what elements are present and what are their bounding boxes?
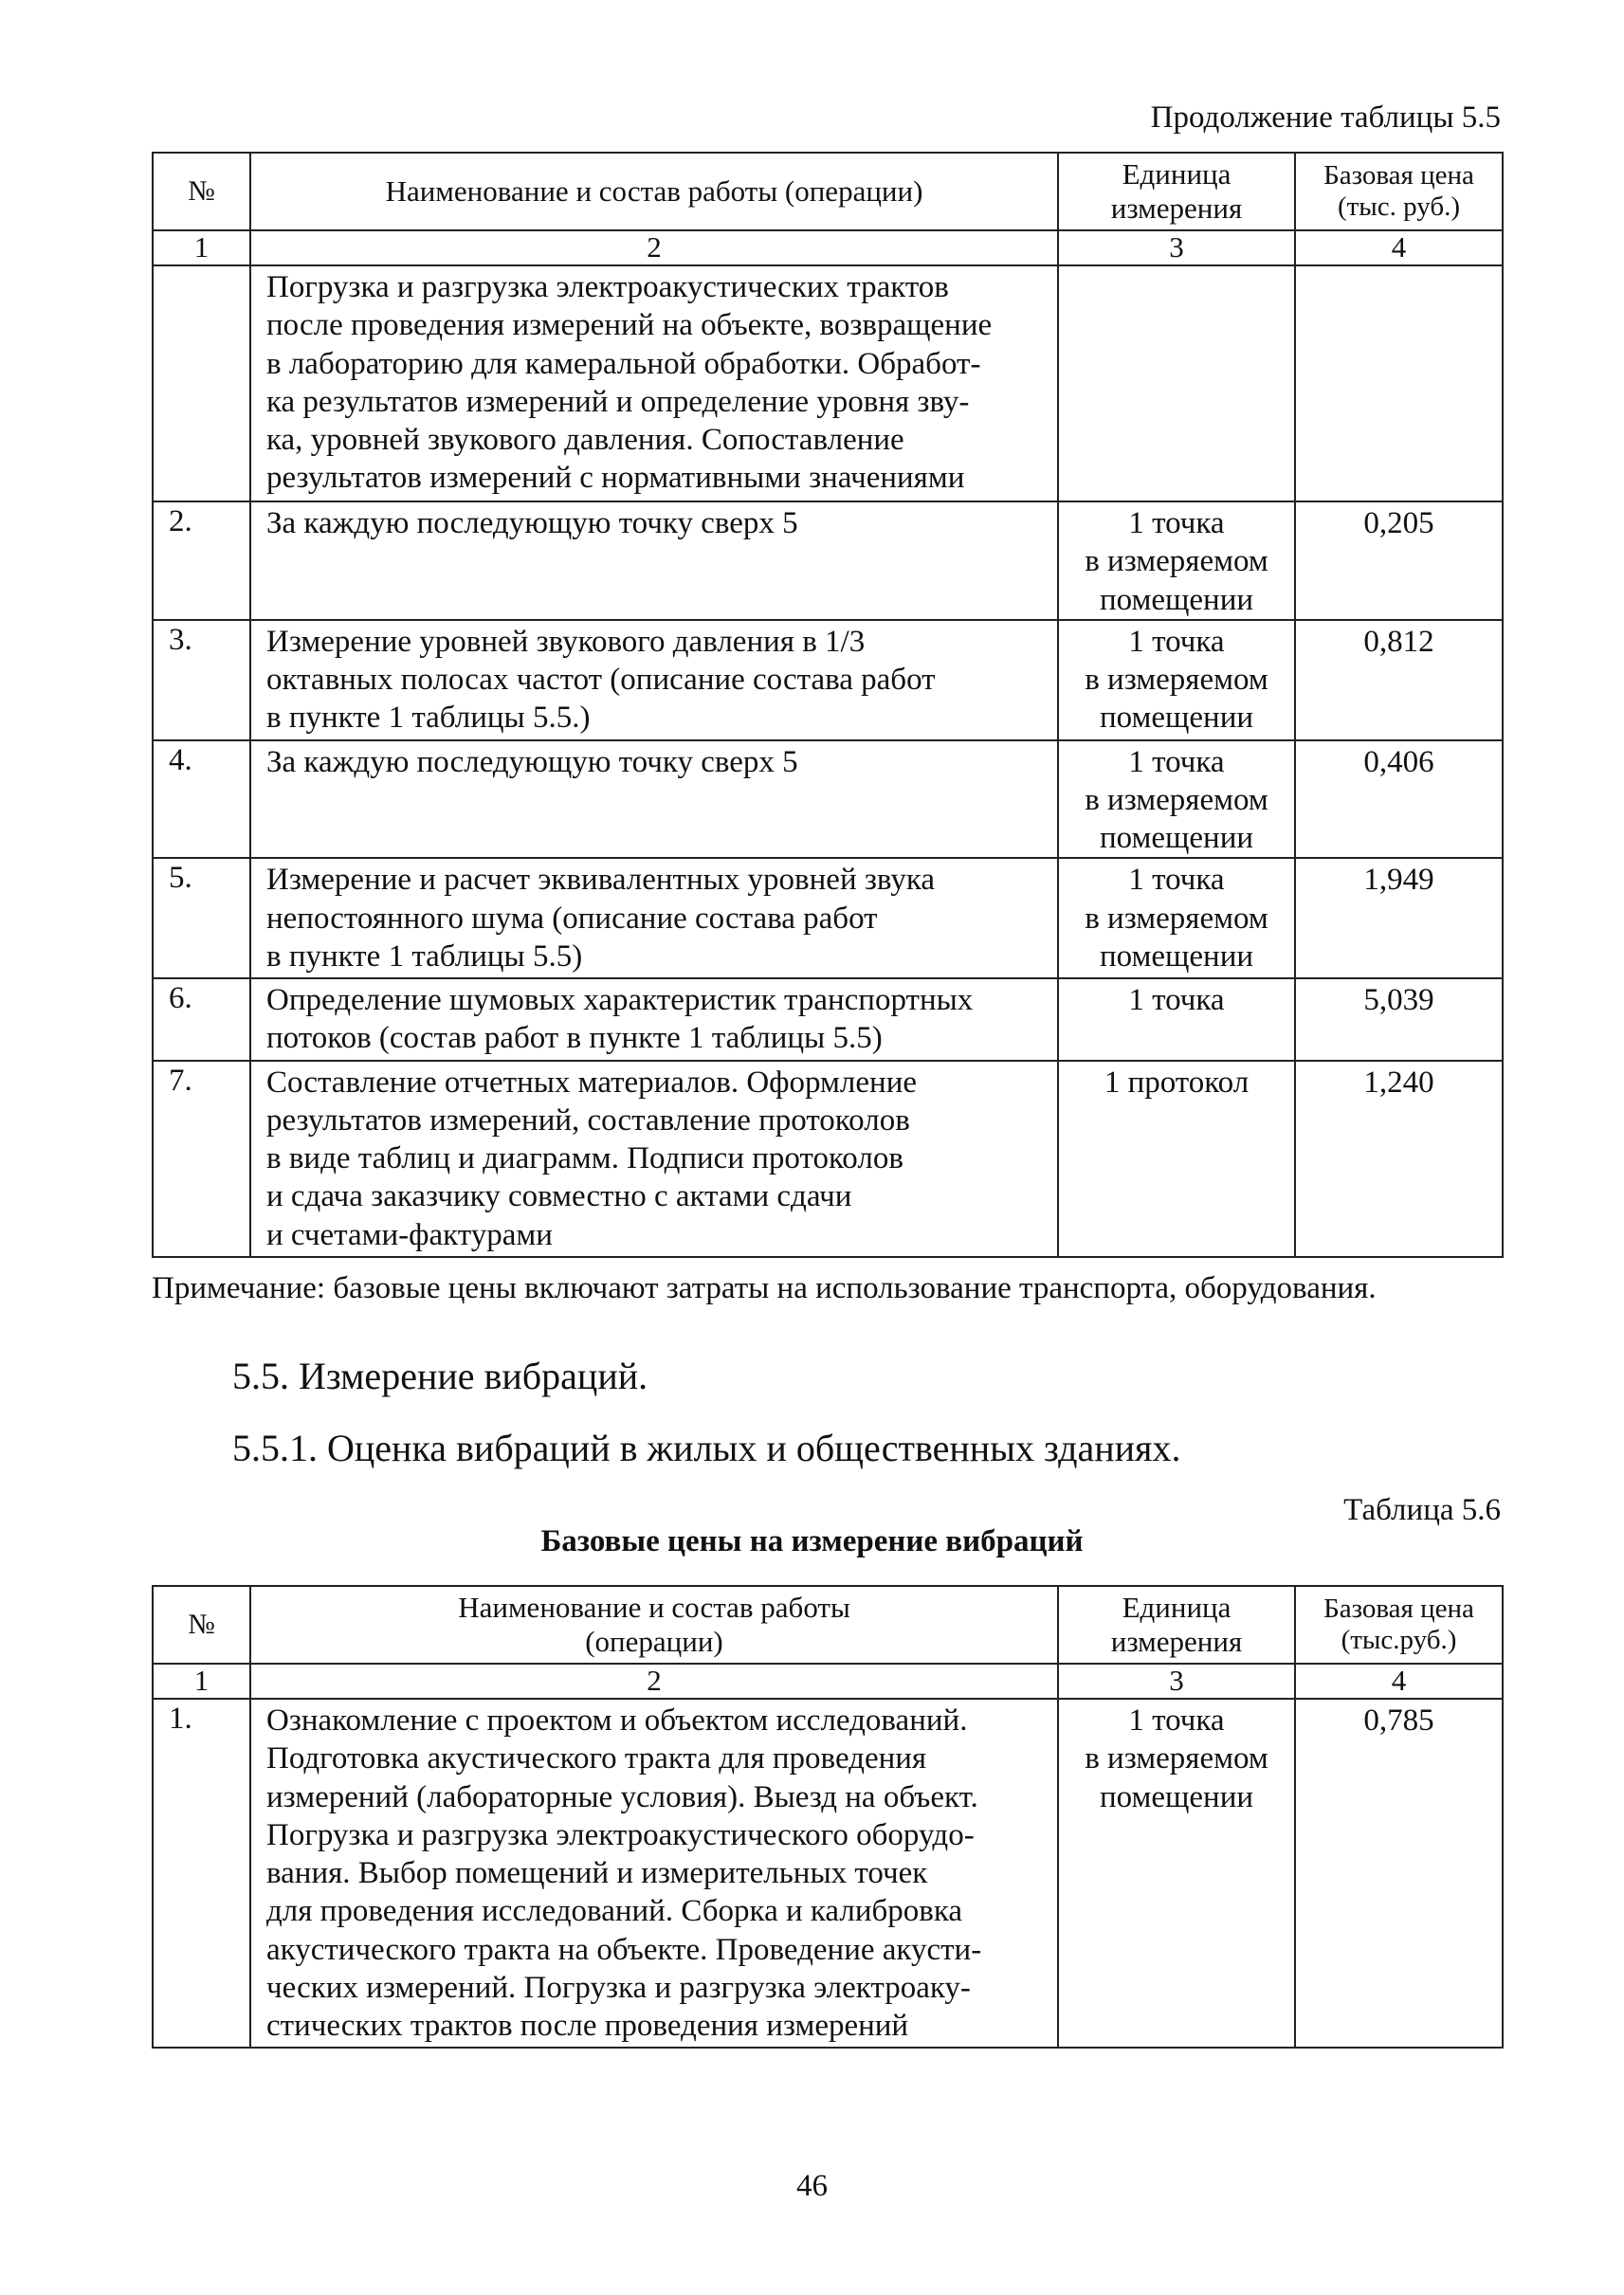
row-description — [250, 978, 1058, 1061]
desc-line: в пункте 1 таблицы 5.5) — [266, 938, 583, 974]
desc-line: непостоянного шума (описание состава работ — [266, 901, 878, 936]
row-number: 7. — [153, 1061, 250, 1257]
desc-line: вания. Выбор помещений и измерительных точек — [266, 1856, 928, 1890]
row-unit — [1058, 265, 1295, 501]
row-price: 5,039 — [1295, 978, 1503, 1061]
desc-line: в пункте 1 таблицы 5.5.) — [266, 701, 591, 736]
unit-line: в измеряемом — [1085, 901, 1268, 936]
table-row — [153, 1061, 1503, 1257]
row-number: 6. — [153, 978, 250, 1061]
desc-line: За каждую последующую точку сверх 5 — [266, 506, 798, 540]
table-row — [153, 501, 1503, 620]
header-number: № — [153, 153, 250, 230]
desc-line: Измерение уровней звукового давления в 1/3 — [266, 624, 866, 659]
desc-line: ческих измерений. Погрузка и разгрузка электроаку- — [266, 1970, 971, 2005]
header-number: № — [153, 1586, 250, 1664]
row-price: 0,812 — [1295, 620, 1503, 740]
index-cell: 3 — [1058, 230, 1295, 265]
header-price-line2: (тыс. руб.) — [1337, 191, 1461, 222]
unit-line: в измеряемом — [1085, 1741, 1268, 1776]
table-header-row — [153, 1586, 1503, 1664]
unit-line: 1 точка — [1128, 863, 1225, 898]
header-unit-line1: Единица — [1122, 157, 1232, 191]
header-base-price — [1295, 1586, 1503, 1664]
header-base-price — [1295, 153, 1503, 230]
row-price — [1295, 265, 1503, 501]
desc-line: За каждую последующую точку сверх 5 — [266, 744, 798, 779]
row-description — [250, 1699, 1058, 2048]
desc-line: Составление отчетных материалов. Оформление — [266, 1065, 918, 1100]
header-work-name — [250, 1586, 1058, 1664]
table-row — [153, 620, 1503, 740]
row-description — [250, 501, 1058, 620]
desc-line: Погрузка и разгрузка электроакустических трактов — [266, 270, 949, 304]
page-number: 46 — [796, 2169, 828, 2203]
unit-line: 1 точка — [1128, 744, 1225, 779]
desc-line: Погрузка и разгрузка электроакустического оборудо- — [266, 1817, 975, 1852]
table-row — [153, 858, 1503, 978]
header-name-line1: Наименование и состав работы — [458, 1591, 850, 1625]
continuation-label: Продолжение таблицы 5.5 — [1150, 100, 1501, 135]
table-title: Базовые цены на измерение вибраций — [540, 1524, 1084, 1558]
unit-line: помещении — [1099, 582, 1254, 617]
index-cell: 1 — [153, 1664, 250, 1699]
unit-line: помещении — [1099, 938, 1254, 974]
row-number: 4. — [153, 740, 250, 859]
unit-line: помещении — [1099, 1779, 1254, 1814]
desc-line: Подготовка акустического тракта для проведения — [266, 1741, 927, 1776]
header-unit — [1058, 1586, 1295, 1664]
header-unit — [1058, 153, 1295, 230]
desc-line: и счетами-фактурами — [266, 1217, 553, 1252]
desc-line: после проведения измерений на объекте, возвращение — [266, 308, 993, 343]
table-row — [153, 265, 1503, 501]
desc-line: стических трактов после проведения измерений — [266, 2009, 909, 2043]
unit-line: помещении — [1099, 821, 1254, 855]
row-price: 1,949 — [1295, 858, 1503, 978]
table-row — [153, 1699, 1503, 2048]
row-unit — [1058, 501, 1295, 620]
header-price-line2: (тыс.руб.) — [1341, 1625, 1457, 1655]
row-description — [250, 265, 1058, 501]
section-heading-5-5: 5.5. Измерение вибраций. — [232, 1355, 648, 1397]
unit-line: в измеряемом — [1085, 782, 1268, 817]
index-cell: 3 — [1058, 1664, 1295, 1699]
desc-line: потоков (состав работ в пункте 1 таблицы 5.5) — [266, 1021, 883, 1056]
row-number: 2. — [153, 501, 250, 620]
desc-line: Определение шумовых характеристик транспортных — [266, 983, 974, 1017]
index-cell: 1 — [153, 230, 250, 265]
header-price-line1: Базовая цена — [1323, 159, 1474, 191]
desc-line: в виде таблиц и диаграмм. Подписи протоколов — [266, 1141, 903, 1175]
row-unit — [1058, 740, 1295, 859]
desc-line: ка, уровней звукового давления. Сопоставление — [266, 423, 904, 457]
header-work-name: Наименование и состав работы (операции) — [250, 153, 1058, 230]
row-description — [250, 740, 1058, 859]
table-index-row — [153, 230, 1503, 265]
unit-line: 1 точка — [1128, 624, 1225, 659]
header-unit-line2: измерения — [1110, 191, 1243, 225]
desc-line: для проведения исследований. Сборка и калибровка — [266, 1894, 963, 1929]
row-unit — [1058, 858, 1295, 978]
unit-line: 1 точка — [1128, 1703, 1225, 1738]
table-row — [153, 978, 1503, 1061]
row-price: 0,785 — [1295, 1699, 1503, 2048]
row-description — [250, 858, 1058, 978]
unit-line: в измеряемом — [1085, 663, 1268, 697]
header-unit-line1: Единица — [1122, 1591, 1232, 1625]
unit-line: 1 точка — [1128, 983, 1225, 1017]
table-index-row — [153, 1664, 1503, 1699]
index-cell: 2 — [250, 230, 1058, 265]
header-unit-line2: измерения — [1110, 1625, 1243, 1658]
table-5-5-continuation — [152, 152, 1504, 1258]
desc-line: в лабораторию для камеральной обработки. Обработ- — [266, 346, 981, 381]
table-5-6 — [152, 1585, 1504, 2049]
desc-line: результатов измерений, составление протоколов — [266, 1102, 910, 1138]
row-unit — [1058, 620, 1295, 740]
desc-line: измерений (лабораторные условия). Выезд на объект. — [266, 1779, 978, 1814]
row-number — [153, 265, 250, 501]
unit-line: 1 протокол — [1104, 1065, 1250, 1100]
desc-line: октавных полосах частот (описание состава работ — [266, 663, 936, 697]
row-number: 3. — [153, 620, 250, 740]
desc-line: и сдача заказчику совместно с актами сдачи — [266, 1179, 852, 1214]
row-unit — [1058, 1699, 1295, 2048]
index-cell: 2 — [250, 1664, 1058, 1699]
row-number: 5. — [153, 858, 250, 978]
row-number: 1. — [153, 1699, 250, 2048]
table-label: Таблица 5.6 — [1343, 1493, 1501, 1527]
header-name-line2: (операции) — [585, 1625, 723, 1658]
row-unit — [1058, 978, 1295, 1061]
table-header-row — [153, 153, 1503, 230]
unit-line: помещении — [1099, 701, 1254, 736]
section-heading-5-5-1: 5.5.1. Оценка вибраций в жилых и общественных зданиях. — [232, 1427, 1181, 1469]
desc-line: Ознакомление с проектом и объектом исследований. — [266, 1703, 968, 1738]
row-unit — [1058, 1061, 1295, 1257]
index-cell: 4 — [1295, 1664, 1503, 1699]
table-row — [153, 740, 1503, 859]
desc-line: Измерение и расчет эквивалентных уровней звука — [266, 863, 936, 898]
index-cell: 4 — [1295, 230, 1503, 265]
row-price: 1,240 — [1295, 1061, 1503, 1257]
desc-line: результатов измерений с нормативными значениями — [266, 461, 965, 496]
row-description — [250, 1061, 1058, 1257]
desc-line: ка результатов измерений и определение уровня зву- — [266, 384, 970, 419]
desc-line: акустического тракта на объекте. Проведение акусти- — [266, 1932, 982, 1967]
unit-line: 1 точка — [1128, 506, 1225, 540]
price-note: Примечание: базовые цены включают затраты на использование транспорта, оборудования. — [152, 1271, 1377, 1305]
header-price-line1: Базовая цена — [1323, 1593, 1474, 1624]
row-description — [250, 620, 1058, 740]
row-price: 0,205 — [1295, 501, 1503, 620]
unit-line: в измеряемом — [1085, 544, 1268, 579]
row-price: 0,406 — [1295, 740, 1503, 859]
